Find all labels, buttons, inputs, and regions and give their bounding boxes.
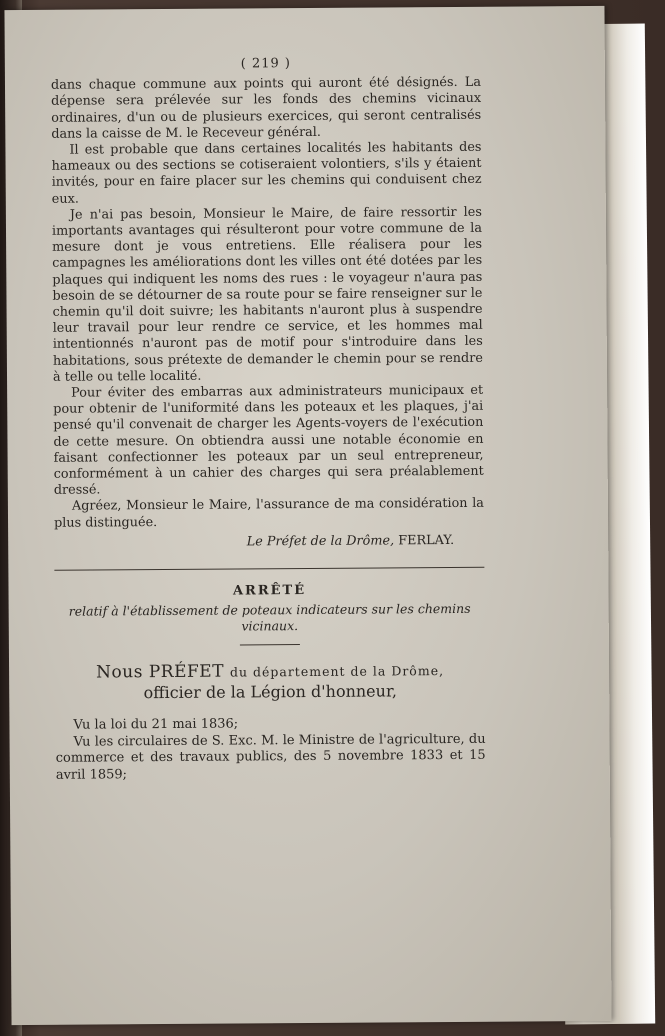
- signature: [54, 533, 484, 552]
- vu-line-1: Vu la loi du 21 mai 1836;: [73, 716, 239, 733]
- page-number: ( 219 ): [240, 56, 292, 72]
- decree-nous: Nous PRÉFET: [96, 661, 225, 683]
- decree-header: [55, 660, 485, 684]
- paragraph-3: Je n'ai pas besoin, Monsieur le Maire, de faire ressortir les importants avantages qui résulteront pour votre commune de la mesure dont je vous entretiens. Elle réalisera pour les campagnes les améliorations dont les villes ont été dotées par les plaques qui indiquent les noms des rues : le voyageur n'aura pas besoin de se détourner de sa route pour se faire renseigner sur le chemin qu'il doit suivre; les habitants n'auront plus à suspendre leur travail pour leur rendre ce service, et les hommes mal intentionnés n'auront pas de motif pour s'introduire dans les habitations, sous prétexte de demander le chemin pour se rendre à telle ou telle localité.: [51, 204, 483, 385]
- arrete-heading: ARRÊTÉ: [232, 583, 307, 599]
- arrete-subtitle: relatif à l'établissement de poteaux indicateurs sur les chemins vicinaux.: [68, 601, 471, 634]
- decree-department: du département de la Drôme,: [229, 663, 445, 680]
- paragraph-2: Il est probable que dans certaines localités les habitants des hameaux ou des sections se cotiseraient volontiers, s'ils y étaient invités, pour en faire placer sur les chemins qui conduisent chez eux.: [51, 139, 482, 207]
- section-divider: [54, 567, 484, 571]
- page-content: [51, 55, 486, 784]
- signature-name: FERLAY.: [398, 532, 455, 549]
- signature-title: Le Préfet de la Drôme,: [246, 533, 395, 550]
- paragraph-1: dans chaque commune aux points qui auront été désignés. La dépense sera prélevée sur les fonds des chemins vicinaux ordinaires, d'un ou de plusieurs exercices, qui seront centralisés dans la caisse de M. le Receveur général.: [50, 74, 482, 142]
- book-page: [4, 6, 611, 1025]
- paragraph-5: Agréez, Monsieur le Maire, l'assurance de ma considération la plus distinguée.: [53, 496, 484, 531]
- paragraph-4: Pour éviter des embarras aux administrateurs municipaux et pour obtenir de l'uniformité dans les poteaux et les plaques, j'ai pensé qu'il convenait de charger les Agents-voyers de l'exécution de cette mesure. On obtiendra aussi une notable économie en faisant confectionner les poteaux par un seul entrepreneur, conformément à un cahier des charges qui sera préalablement dressé.: [53, 382, 484, 499]
- short-divider: [240, 644, 300, 645]
- vu-line-2: Vu les circulaires de S. Exc. M. le Ministre de l'agriculture, du commerce et des travaux publics, des 5 novembre 1833 et 15 avril 1859;: [55, 731, 486, 783]
- decree-officer-line: officier de la Légion d'honneur,: [143, 681, 397, 703]
